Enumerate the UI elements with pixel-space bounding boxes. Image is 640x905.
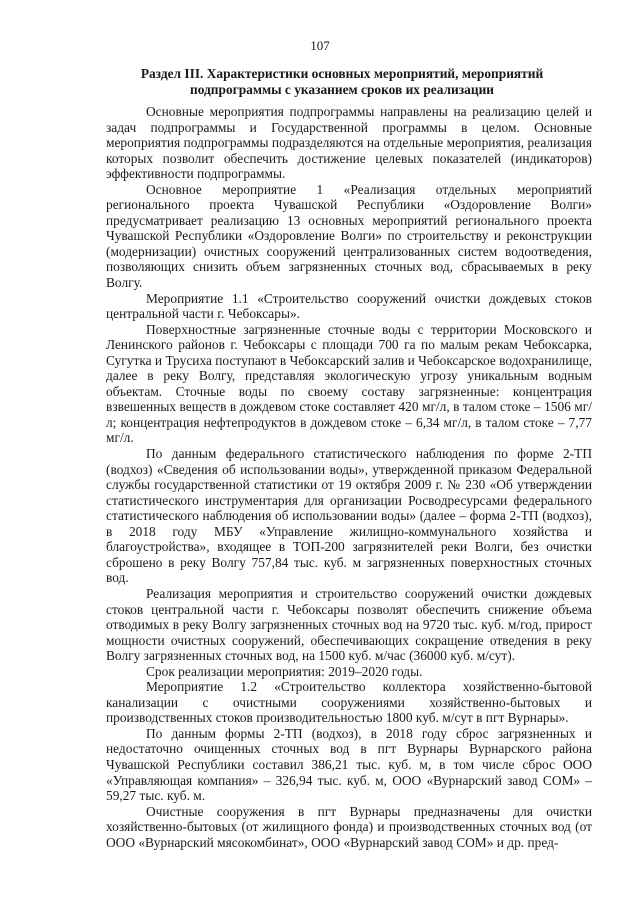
paragraph: По данным федерального статистического наблюдения по форме 2-ТП (водхоз) «Сведения об использовании воды», утвержденной приказом Федеральной службы государственной статистики от 19 октября 2009 г. № 230 «Об утверждении статистического инструментария для организации Росводресурсами федерального статистического наблюдения об использовании воды» (далее – форма 2-ТП (водхоз), в 2018 году МБУ «Управление жилищно-коммунального хозяйства и благоустройства», входящее в ТОП-200 загрязнителей реки Волги, без очистки сброшено в реку Волгу 757,84 тыс. куб. м загрязненных поверхностных сточных вод. (106, 446, 592, 586)
section-title-line-2: подпрограммы с указанием сроков их реализации (189, 82, 494, 97)
paragraph: Мероприятие 1.1 «Строительство сооружений очистки дождевых стоков центральной части г. Чебоксары». (106, 290, 592, 322)
paragraph: Реализация мероприятия и строительство сооружений очистки дождевых стоков центральной части г. Чебоксары позволят обеспечить снижение объема отводимых в реку Волгу загрязненных сточных вод на 9720 тыс. куб. м/год, прирост мощности очистных сооружений, обеспечивающих сокращение отведения в реку Волгу загрязненных сточных вод, на 1500 куб. м/час (36000 куб. м/сут). (106, 585, 592, 664)
paragraph: Основные мероприятия подпрограммы направлены на реализацию целей и задач подпрограммы и Государственной программы в целом. Основные мероприятия подпрограммы подразделяются на отдельные мероприятия, реализация которых позволит обеспечить достижение целевых показателей (индикаторов) эффективности подпрограммы. (106, 104, 592, 182)
section-title (112, 66, 572, 98)
body-text (106, 104, 592, 850)
paragraph: Поверхностные загрязненные сточные воды с территории Московского и Ленинского районов г. Чебоксары с площади 700 га по малым рекам Чебоксарка, Сугутка и Трусиха поступают в Чебоксарский залив и Чебоксарское водохранилище, далее в реку Волгу, представляя экологическую угрозу уникальным водным объектам. Сточные воды по своему составу загрязненные: концентрация взвешенных веществ в дождевом стоке составляет 420 мг/л, в талом стоке – 1506 мг/л; концентрация нефтепродуктов в дождевом стоке – 6,34 мг/л, в талом стоке – 7,77 мг/л. (106, 321, 592, 446)
paragraph: Основное мероприятие 1 «Реализация отдельных мероприятий регионального проекта Чувашской Республики «Оздоровление Волги» предусматривает реализацию 13 основных мероприятий регионального проекта Чувашской Республики «Оздоровление Волги» по строительству и реконструкции (модернизации) очистных сооружений централизованных систем водоотведения, позволяющих снизить объем загрязненных сточных вод, сбрасываемых в реку Волгу. (106, 181, 592, 291)
paragraph: Очистные сооружения в пгт Вурнары предназначены для очистки хозяйственно-бытовых (от жилищного фонда) и производственных сточных вод (от ООО «Вурнарский мясокомбинат», ООО «Вурнарский завод СОМ» и др. пред- (106, 803, 592, 850)
page-number: 107 (310, 38, 330, 53)
paragraph: По данным формы 2-ТП (водхоз), в 2018 году сброс загрязненных и недостаточно очищенных сточных вод в пгт Вурнары Вурнарского района Чувашской Республики составил 386,21 тыс. куб. м, в том числе сброс ООО «Управляющая компания» – 326,94 тыс. куб. м, ООО «Вурнарский завод СОМ» – 59,27 тыс. куб. м. (106, 725, 592, 804)
paragraph: Срок реализации мероприятия: 2019–2020 годы. (146, 663, 423, 679)
section-title-line-1: Раздел III. Характеристики основных мероприятий, мероприятий (140, 66, 544, 81)
paragraph: Мероприятие 1.2 «Строительство коллектора хозяйственно-бытовой канализации с очистными сооружениями хозяйственно-бытовых и производственных стоков производительностью 1800 куб. м/сут в пгт Вурнары». (106, 679, 592, 726)
